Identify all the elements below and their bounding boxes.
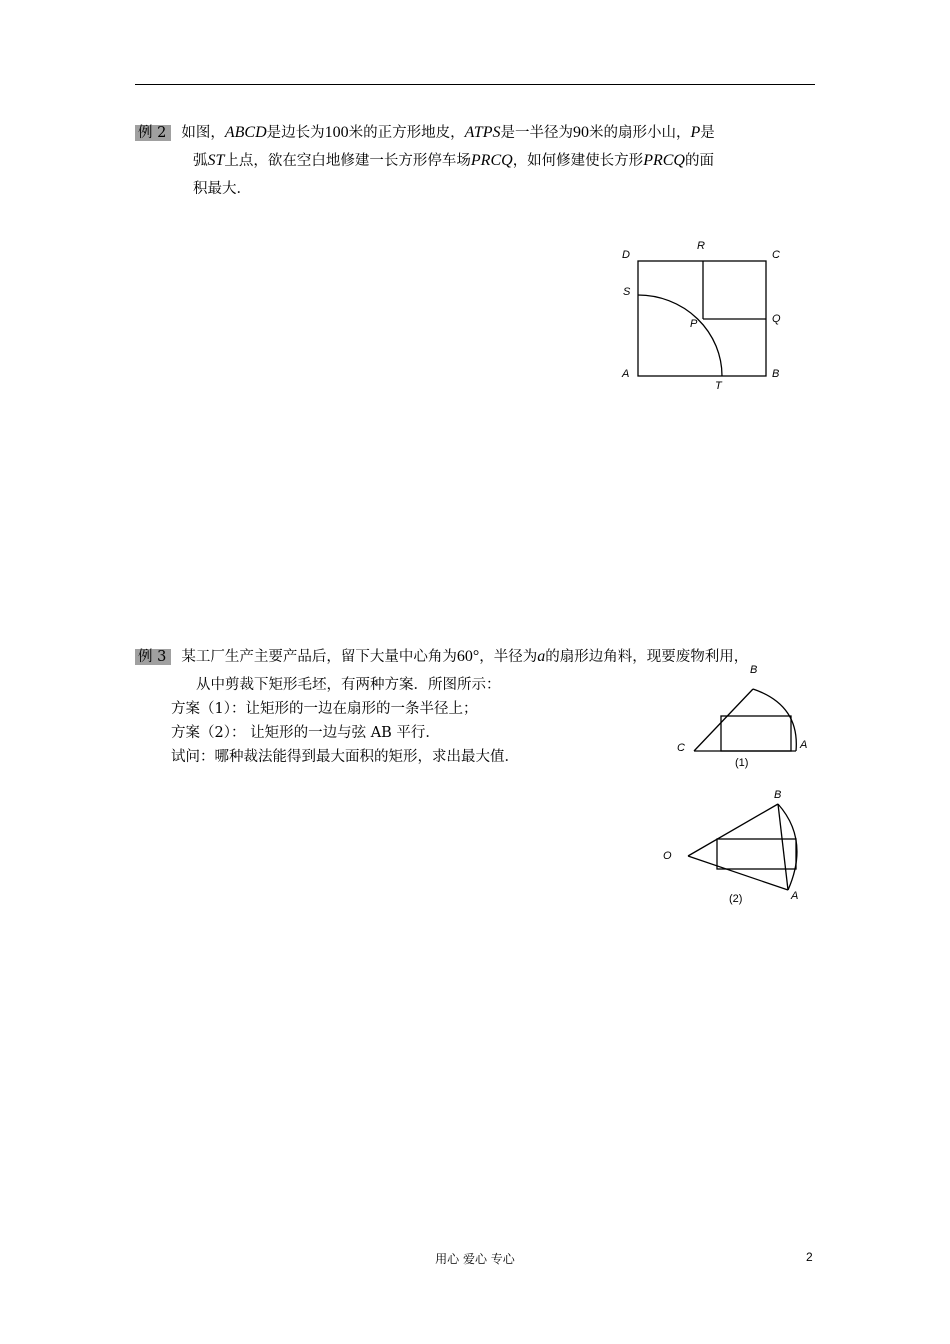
ex3-line-5: 试问：哪种裁法能得到最大面积的矩形，求出最大值．	[171, 749, 519, 765]
ex3-line-2: 从中剪裁下矩形毛坯，有两种方案．所图所示：	[196, 677, 501, 693]
fig2-label-b: B	[774, 789, 782, 801]
header-rule	[135, 84, 815, 85]
footer-text: 用心 爱心 专心	[435, 1252, 515, 1266]
ex3-line-3: 方案（1）：让矩形的一边在扇形的一条半径上；	[171, 701, 478, 717]
label-b: B	[772, 368, 780, 380]
label-t: T	[715, 380, 722, 392]
ex2-tag: 例 2	[135, 125, 171, 141]
ex2-line-3: 积最大．	[193, 181, 251, 197]
fig1-label-b: B	[750, 664, 758, 676]
label-c: C	[772, 249, 780, 261]
arc-ab-1	[753, 689, 796, 751]
ex3-figure-2	[660, 780, 820, 900]
cut-rectangle-1	[721, 716, 791, 751]
ex2-line-1: 例 2 如图，ABCD是边长为100米的正方形地皮，ATPS是一半径为90米的扇形小山，P是	[135, 123, 715, 143]
radius-oa	[688, 856, 788, 890]
label-p: P	[690, 318, 698, 330]
fig2-label-o: O	[663, 850, 672, 862]
ex2-figure	[600, 230, 800, 400]
arc-ab-2	[778, 804, 797, 890]
fig1-label-c: C	[677, 742, 685, 754]
page-number: 2	[806, 1250, 813, 1264]
radius-ob	[688, 804, 778, 856]
label-s: S	[623, 286, 631, 298]
chord-ab	[778, 804, 788, 890]
ex3-line-4: 方案（2）： 让矩形的一边与弦 AB 平行．	[171, 725, 440, 741]
ex3-tag: 例 3	[135, 649, 171, 665]
label-a: A	[622, 368, 630, 380]
label-q: Q	[772, 313, 781, 325]
ex3-line-1: 例 3 某工厂生产主要产品后，留下大量中心角为60°，半径为a的扇形边角料，现要废物利用，	[135, 647, 748, 667]
fig1-caption: (1)	[735, 757, 749, 769]
fig2-caption: (2)	[729, 893, 743, 905]
ex2-line-2: 弧ST上点，欲在空白地修建一长方形停车场PRCQ，如何修建使长方形PRCQ的面	[193, 152, 714, 169]
fig2-label-a: A	[791, 890, 799, 902]
radius-cb	[694, 689, 753, 751]
fig1-label-a: A	[800, 739, 808, 751]
label-d: D	[622, 249, 630, 261]
label-r: R	[697, 240, 705, 252]
sector-arc-st	[638, 295, 722, 376]
